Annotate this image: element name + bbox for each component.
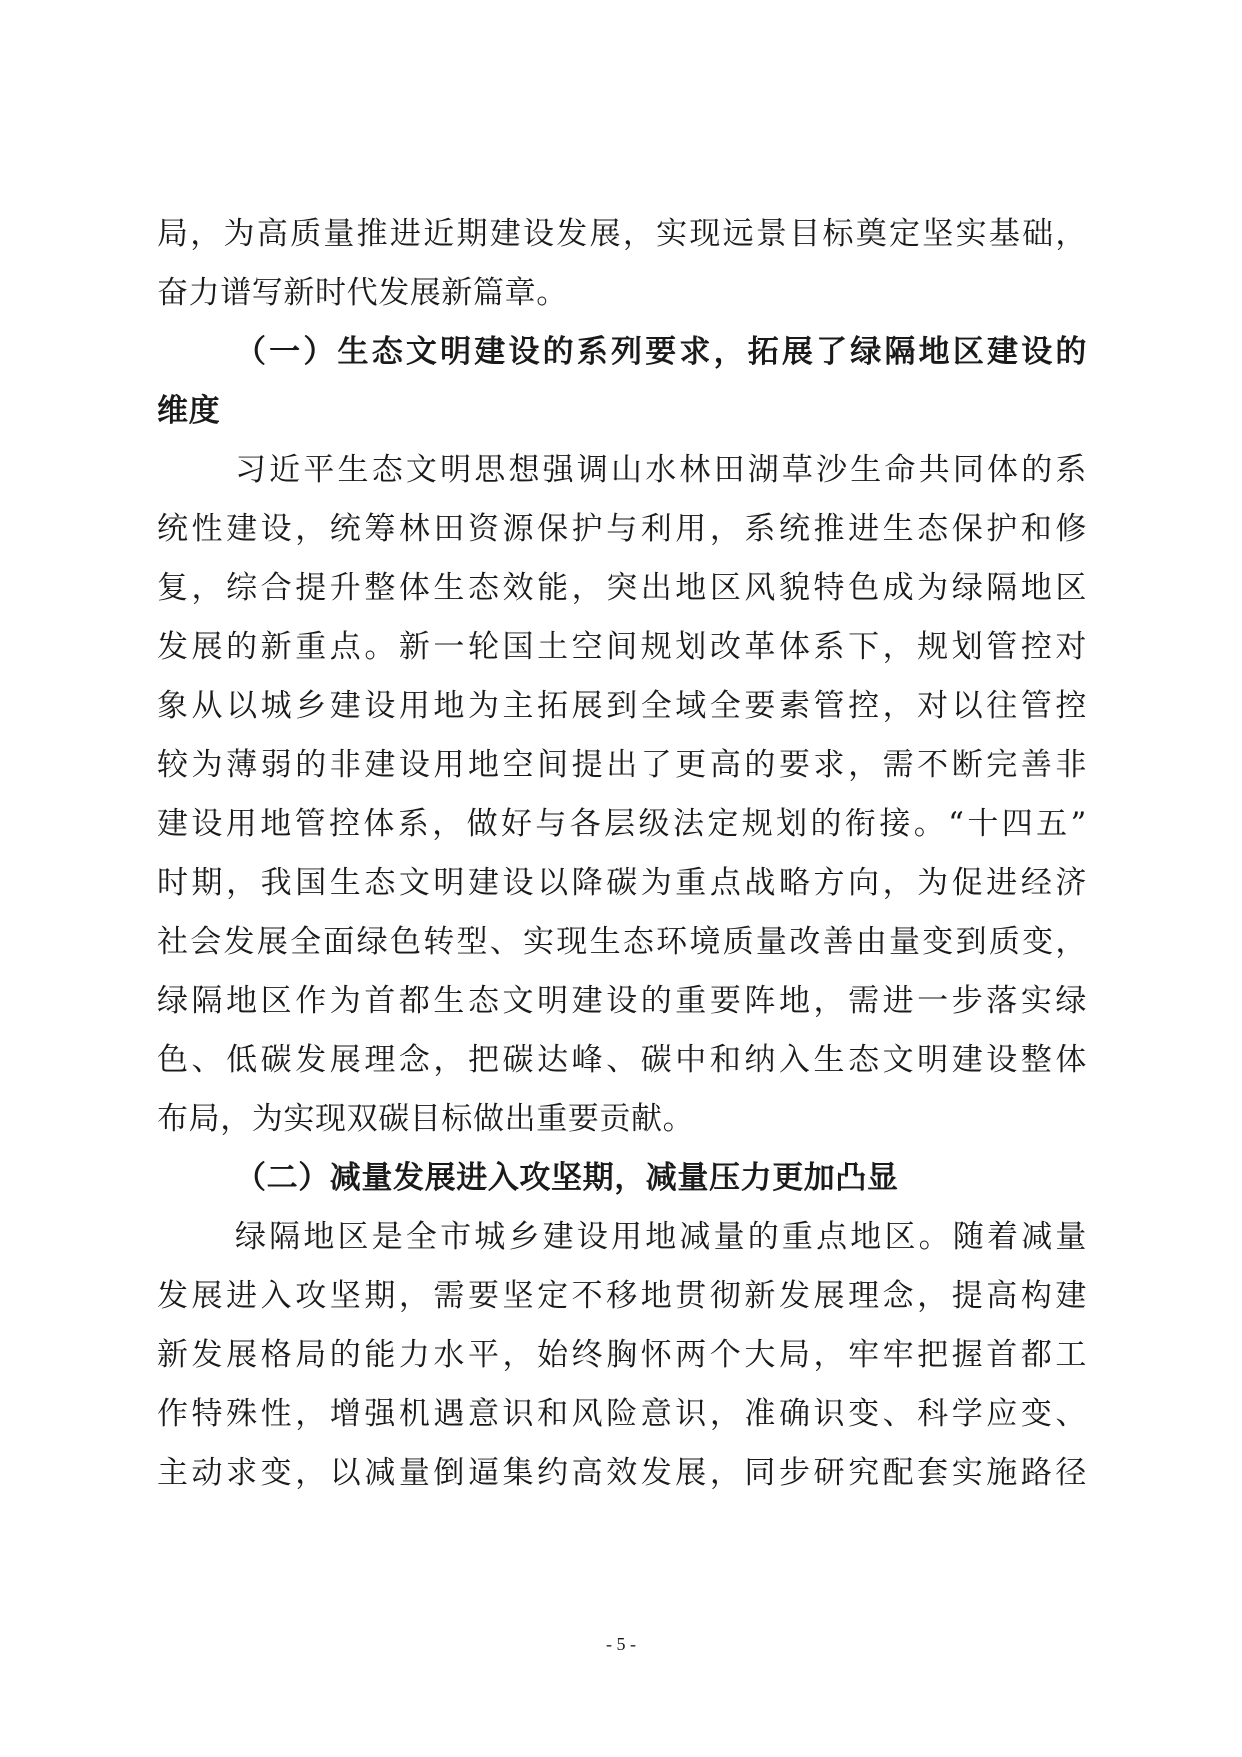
paragraph-line: 局，为高质量推进近期建设发展，实现远景目标奠定坚实基础，	[157, 216, 1087, 252]
paragraph-line: 新发展格局的能力水平，始终胸怀两个大局，牢牢把握首都工	[157, 1337, 1087, 1373]
paragraph-line: 发展的新重点。新一轮国土空间规划改革体系下，规划管控对	[157, 629, 1087, 665]
paragraph-line: 主动求变，以减量倒逼集约高效发展，同步研究配套实施路径	[157, 1455, 1087, 1491]
paragraph-line: 建设用地管控体系，做好与各层级法定规划的衔接。“十四五”	[157, 806, 1087, 842]
paragraph-line: 作特殊性，增强机遇意识和风险意识，准确识变、科学应变、	[157, 1396, 1087, 1432]
paragraph-line: 绿隔地区是全市城乡建设用地减量的重点地区。随着减量	[235, 1219, 1087, 1255]
paragraph-line: 布局，为实现双碳目标做出重要贡献。	[157, 1101, 695, 1137]
section-heading-line: （二）减量发展进入攻坚期，减量压力更加凸显	[235, 1160, 899, 1196]
paragraph-line: 习近平生态文明思想强调山水林田湖草沙生命共同体的系	[235, 452, 1087, 488]
paragraph-line: 社会发展全面绿色转型、实现生态环境质量改善由量变到质变，	[157, 924, 1087, 960]
paragraph-line: 奋力谱写新时代发展新篇章。	[157, 275, 568, 311]
paragraph-line: 较为薄弱的非建设用地空间提出了更高的要求，需不断完善非	[157, 747, 1087, 783]
body-text	[157, 205, 1087, 1503]
paragraph-line: 绿隔地区作为首都生态文明建设的重要阵地，需进一步落实绿	[157, 983, 1087, 1019]
page-number: - 5 -	[606, 1634, 636, 1654]
section-heading-line: （一）生态文明建设的系列要求，拓展了绿隔地区建设的	[235, 334, 1087, 370]
paragraph-line: 发展进入攻坚期，需要坚定不移地贯彻新发展理念，提高构建	[157, 1278, 1087, 1314]
paragraph-line: 时期，我国生态文明建设以降碳为重点战略方向，为促进经济	[157, 865, 1087, 901]
paragraph-line: 象从以城乡建设用地为主拓展到全域全要素管控，对以往管控	[157, 688, 1087, 724]
paragraph-line: 色、低碳发展理念，把碳达峰、碳中和纳入生态文明建设整体	[157, 1042, 1087, 1078]
paragraph-line: 复，综合提升整体生态效能，突出地区风貌特色成为绿隔地区	[157, 570, 1087, 606]
paragraph-line: 统性建设，统筹林田资源保护与利用，系统推进生态保护和修	[157, 511, 1087, 547]
section-heading-line: 维度	[157, 393, 221, 429]
